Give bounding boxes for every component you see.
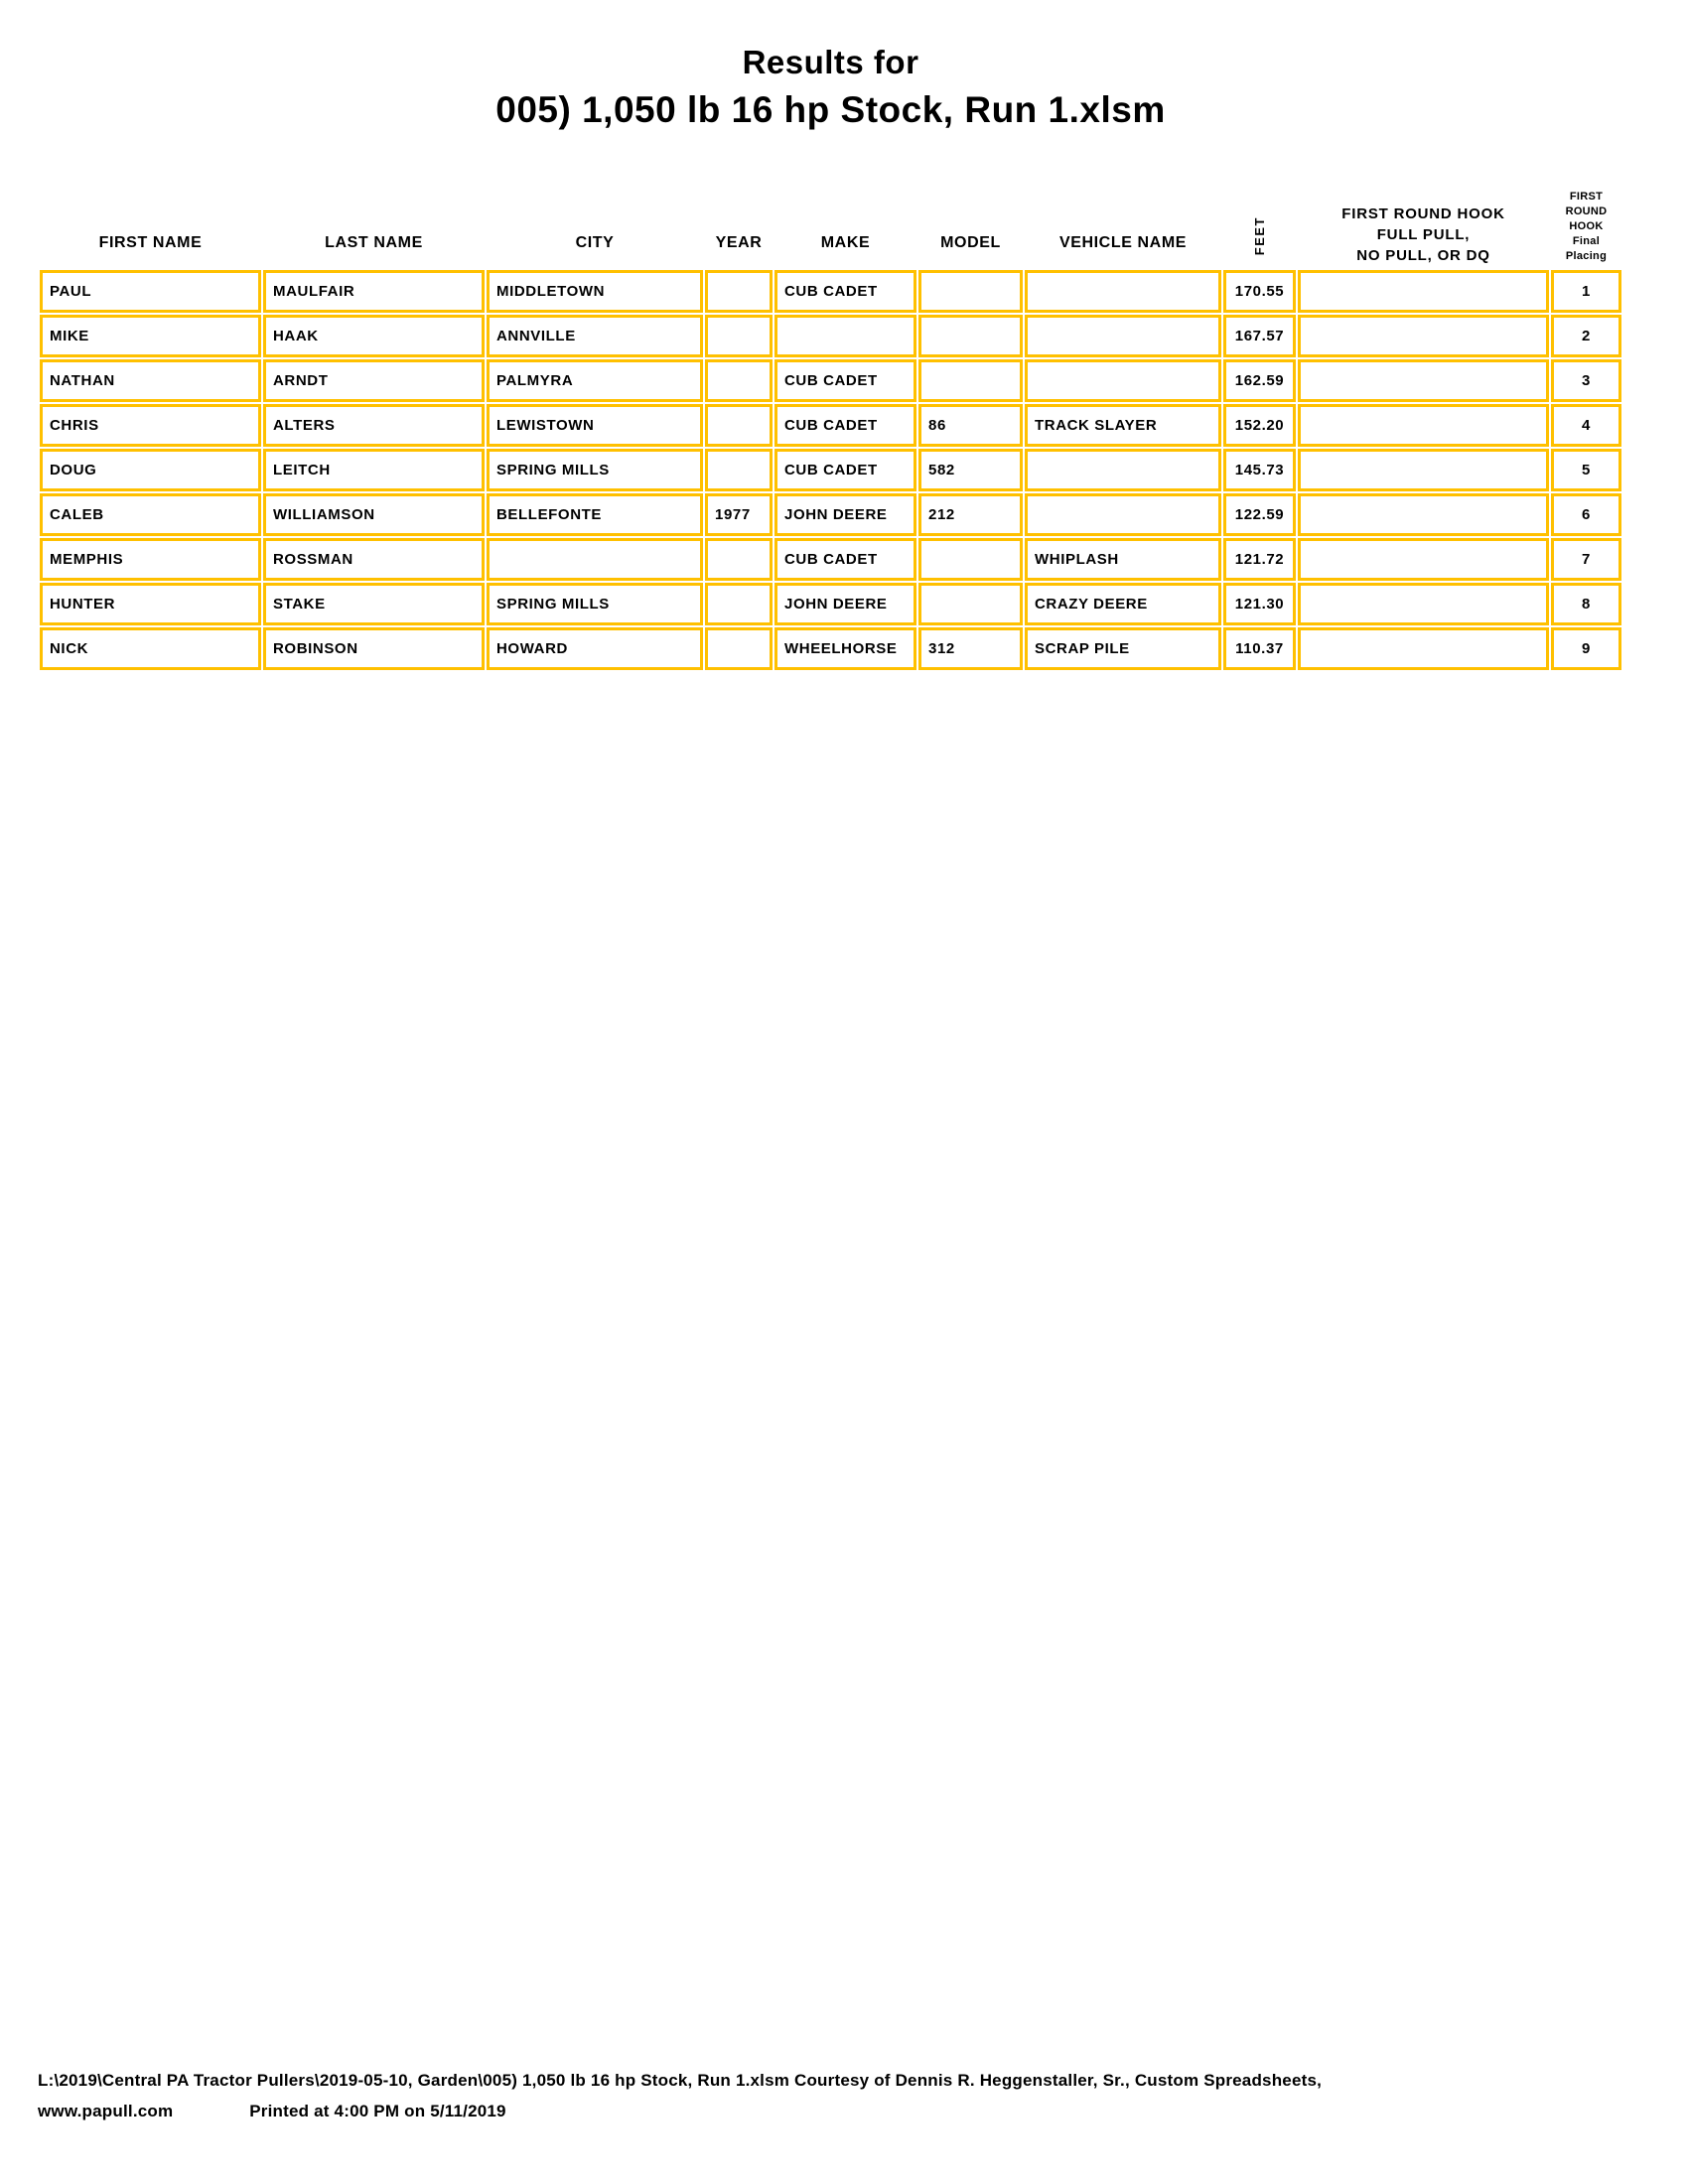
header-model: MODEL [940, 234, 1001, 251]
table-row [40, 449, 1621, 491]
table-cell: WHIPLASH [1025, 538, 1221, 581]
table-cell: 1 [1551, 270, 1621, 313]
table-cell [705, 315, 773, 357]
table-cell: CHRIS [40, 404, 261, 447]
table-cell: 110.37 [1223, 627, 1296, 670]
table-cell: CUB CADET [774, 538, 916, 581]
table-cell: SCRAP PILE [1025, 627, 1221, 670]
header-feet [1223, 153, 1296, 268]
table-cell: 212 [918, 493, 1023, 536]
table-cell: 9 [1551, 627, 1621, 670]
table-cell: LEITCH [263, 449, 485, 491]
table-cell: 5 [1551, 449, 1621, 491]
footer-website: www.papull.com [38, 2102, 174, 2120]
hook-header-line: FIRST ROUND HOOK [1341, 205, 1505, 222]
table-cell [705, 449, 773, 491]
header-make: MAKE [820, 234, 871, 251]
table-cell: 122.59 [1223, 493, 1296, 536]
table-cell: 582 [918, 449, 1023, 491]
table-cell: HAAK [263, 315, 485, 357]
header-final-placing [1551, 153, 1621, 268]
table-cell [1025, 449, 1221, 491]
table-cell: ROBINSON [263, 627, 485, 670]
page-subtitle: 005) 1,050 lb 16 hp Stock, Run 1.xlsm [495, 89, 1166, 130]
table-cell [1298, 583, 1549, 625]
placing-header-line: HOOK [1569, 220, 1604, 232]
table-cell [774, 315, 916, 357]
table-cell: MIDDLETOWN [487, 270, 703, 313]
header-first-round-hook [1298, 153, 1549, 268]
table-cell: 170.55 [1223, 270, 1296, 313]
table-cell [1025, 315, 1221, 357]
table-row [40, 583, 1621, 625]
table-cell: 312 [918, 627, 1023, 670]
table-cell [705, 538, 773, 581]
footer-printed-at: Printed at 4:00 PM on 5/11/2019 [249, 2102, 506, 2120]
table-cell: 121.30 [1223, 583, 1296, 625]
results-table [38, 151, 1623, 672]
table-cell: 7 [1551, 538, 1621, 581]
header-first-name: FIRST NAME [98, 234, 203, 251]
table-cell [1298, 538, 1549, 581]
table-cell: LEWISTOWN [487, 404, 703, 447]
table-cell: 145.73 [1223, 449, 1296, 491]
table-cell [1298, 627, 1549, 670]
header-city: CITY [575, 234, 615, 251]
footer-file-path: L:\2019\Central PA Tractor Pullers\2019-05-10, Garden\005) 1,050 lb 16 hp Stock, Run 1.xlsm Courtesy of Dennis R. Heggenstaller, Sr., Custom Spreadsheets, [38, 2071, 1323, 2090]
table-cell: NATHAN [40, 359, 261, 402]
table-row [40, 538, 1621, 581]
table-cell: 152.20 [1223, 404, 1296, 447]
table-cell [1025, 493, 1221, 536]
table-cell: HUNTER [40, 583, 261, 625]
table-cell [487, 538, 703, 581]
table-cell: CUB CADET [774, 449, 916, 491]
hook-header-line: FULL PULL, [1376, 226, 1471, 243]
placing-header-line: FIRST ROUND [1565, 191, 1608, 217]
table-cell: PAUL [40, 270, 261, 313]
table-cell: SPRING MILLS [487, 449, 703, 491]
table-row [40, 315, 1621, 357]
table-cell: ANNVILLE [487, 315, 703, 357]
table-cell [1025, 359, 1221, 402]
table-cell: CRAZY DEERE [1025, 583, 1221, 625]
table-cell: ROSSMAN [263, 538, 485, 581]
hook-header-line: NO PULL, OR DQ [1356, 247, 1490, 264]
table-cell: 162.59 [1223, 359, 1296, 402]
table-cell: 1977 [705, 493, 773, 536]
table-cell: MEMPHIS [40, 538, 261, 581]
table-cell [1025, 270, 1221, 313]
table-cell: 6 [1551, 493, 1621, 536]
table-cell: CUB CADET [774, 270, 916, 313]
table-row [40, 404, 1621, 447]
table-cell [705, 359, 773, 402]
table-cell [918, 359, 1023, 402]
table-cell: NICK [40, 627, 261, 670]
table-cell: MIKE [40, 315, 261, 357]
header-last-name: LAST NAME [325, 234, 423, 251]
table-cell: STAKE [263, 583, 485, 625]
table-cell: CUB CADET [774, 359, 916, 402]
footer [38, 2065, 1646, 2126]
table-cell [705, 270, 773, 313]
table-cell: ALTERS [263, 404, 485, 447]
table-row [40, 627, 1621, 670]
page-title: Results for [742, 44, 919, 80]
table-cell: 3 [1551, 359, 1621, 402]
table-cell [1298, 315, 1549, 357]
table-cell: JOHN DEERE [774, 493, 916, 536]
table-cell: MAULFAIR [263, 270, 485, 313]
table-cell: PALMYRA [487, 359, 703, 402]
table-cell: DOUG [40, 449, 261, 491]
table-cell [1298, 270, 1549, 313]
table-cell [918, 538, 1023, 581]
table-cell: JOHN DEERE [774, 583, 916, 625]
table-cell: TRACK SLAYER [1025, 404, 1221, 447]
header-row [40, 153, 1621, 268]
table-cell: ARNDT [263, 359, 485, 402]
table-row [40, 493, 1621, 536]
table-cell [705, 404, 773, 447]
table-cell [1298, 493, 1549, 536]
table-cell [1298, 449, 1549, 491]
header-vehicle-name: VEHICLE NAME [1058, 234, 1188, 251]
table-cell: 2 [1551, 315, 1621, 357]
results-sheet [38, 0, 1623, 672]
table-cell: SPRING MILLS [487, 583, 703, 625]
table-cell [705, 583, 773, 625]
table-cell: 4 [1551, 404, 1621, 447]
table-cell: WILLIAMSON [263, 493, 485, 536]
table-cell [705, 627, 773, 670]
feet-rotated-label: FEET [1251, 215, 1267, 255]
table-cell [1298, 404, 1549, 447]
placing-header-line: Final Placing [1565, 235, 1608, 262]
footer-line2 [38, 2096, 1646, 2126]
table-cell: WHEELHORSE [774, 627, 916, 670]
table-cell: 8 [1551, 583, 1621, 625]
table-cell: BELLEFONTE [487, 493, 703, 536]
table-cell: HOWARD [487, 627, 703, 670]
header-year: YEAR [715, 234, 763, 251]
table-cell [918, 583, 1023, 625]
table-cell: 167.57 [1223, 315, 1296, 357]
table-cell [918, 270, 1023, 313]
table-row [40, 359, 1621, 402]
table-cell [1298, 359, 1549, 402]
table-cell: 86 [918, 404, 1023, 447]
table-cell: CUB CADET [774, 404, 916, 447]
table-cell: CALEB [40, 493, 261, 536]
results-table-body [40, 270, 1621, 670]
table-cell [918, 315, 1023, 357]
table-cell: 121.72 [1223, 538, 1296, 581]
table-row [40, 270, 1621, 313]
